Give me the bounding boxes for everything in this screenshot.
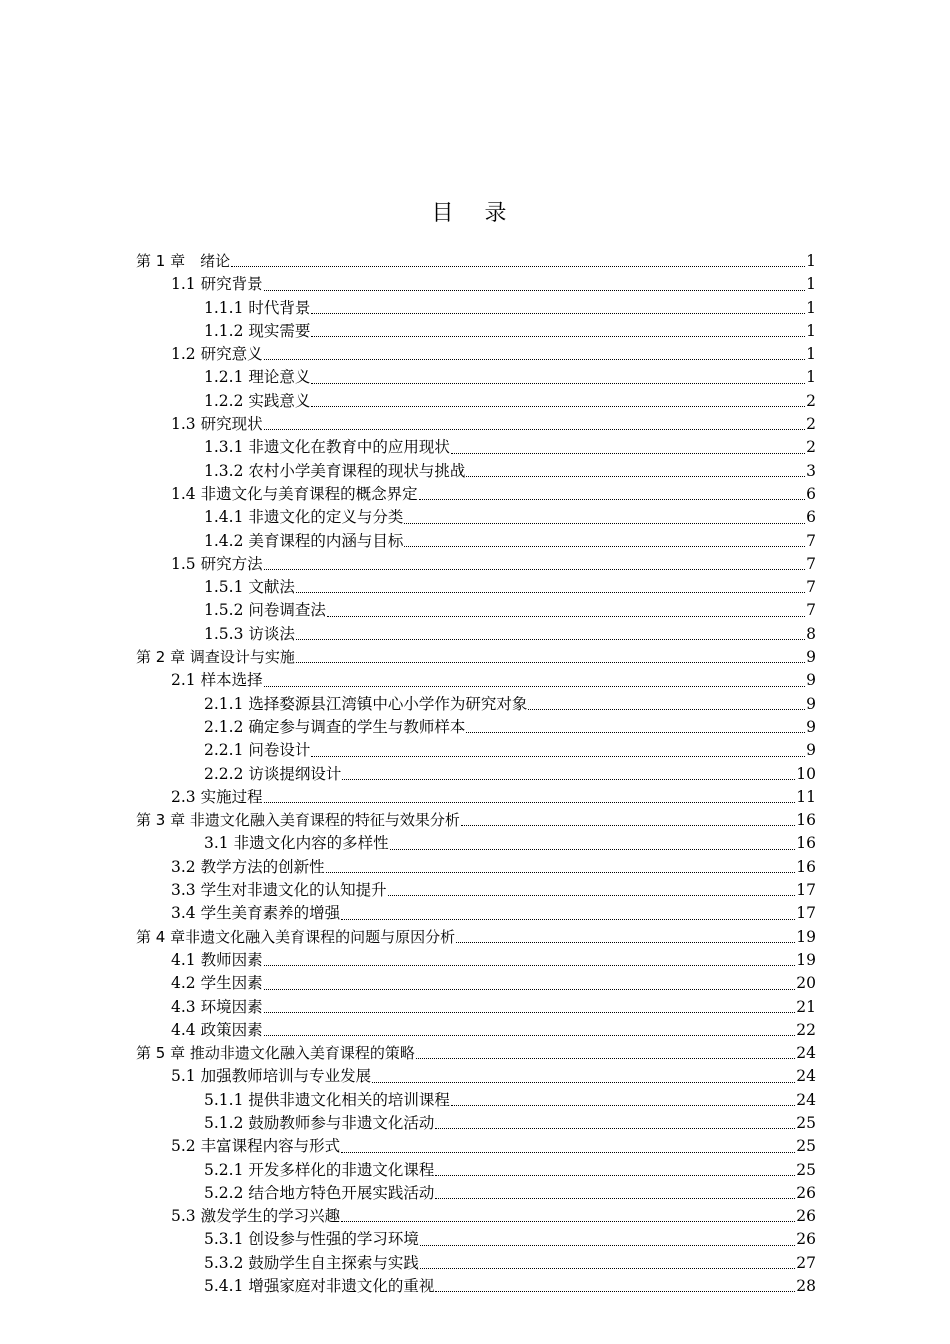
toc-page-number: 24 <box>796 1090 816 1109</box>
toc-page-number: 19 <box>796 927 816 946</box>
toc-entry-text: 4.1 教师因素 <box>171 950 263 969</box>
toc-subsection-entry[interactable] <box>136 1159 816 1182</box>
toc-page-number: 22 <box>796 1020 816 1039</box>
toc-section-entry[interactable] <box>136 996 816 1019</box>
toc-leader-dots <box>466 732 805 733</box>
toc-section-entry[interactable] <box>136 1019 816 1042</box>
toc-entry-text: 2.2.2 访谈提纲设计 <box>204 764 342 783</box>
toc-leader-dots <box>296 592 805 593</box>
toc-subsection-entry[interactable] <box>136 1089 816 1112</box>
toc-leader-dots <box>461 825 795 826</box>
toc-entry-text: 1.1.2 现实需要 <box>204 321 311 340</box>
toc-section-entry[interactable] <box>136 483 816 506</box>
toc-leader-dots <box>264 802 796 803</box>
toc-entry-text: 第 3 章 非遗文化融入美育课程的特征与效果分析 <box>136 811 460 830</box>
toc-page-number: 25 <box>796 1137 816 1156</box>
toc-subsection-entry[interactable] <box>136 739 816 762</box>
toc-page-number: 1 <box>806 252 816 270</box>
toc-leader-dots <box>451 1105 795 1106</box>
toc-entry-text: 5.3 激发学生的学习兴趣 <box>171 1207 341 1226</box>
toc-chapter-entry[interactable] <box>136 250 816 273</box>
toc-section-entry[interactable] <box>136 1205 816 1228</box>
toc-leader-dots <box>264 569 806 570</box>
toc-page-number: 16 <box>796 811 816 830</box>
toc-leader-dots <box>264 965 796 966</box>
toc-chapter-entry[interactable] <box>136 809 816 832</box>
toc-section-entry[interactable] <box>136 972 816 995</box>
toc-section-entry[interactable] <box>136 856 816 879</box>
toc-leader-dots <box>416 1058 795 1059</box>
toc-entry-text: 1.1 研究背景 <box>171 275 263 294</box>
toc-entry-text: 1.3.1 非遗文化在教育中的应用现状 <box>204 438 450 457</box>
toc-leader-dots <box>296 662 805 663</box>
toc-entry-text: 1.1.1 时代背景 <box>204 298 311 317</box>
toc-page-number: 24 <box>796 1067 816 1086</box>
toc-page-number: 6 <box>806 508 816 527</box>
toc-subsection-entry[interactable] <box>136 1228 816 1251</box>
toc-leader-dots <box>451 453 805 454</box>
toc-page-number: 9 <box>806 717 816 736</box>
toc-leader-dots <box>404 523 805 524</box>
toc-subsection-entry[interactable] <box>136 506 816 529</box>
toc-page-number: 9 <box>806 694 816 713</box>
toc-leader-dots <box>390 849 796 850</box>
toc-page-number: 1 <box>806 298 816 317</box>
toc-page-number: 17 <box>796 881 816 900</box>
toc-page-number: 26 <box>796 1207 816 1226</box>
toc-entry-text: 1.4.2 美育课程的内涵与目标 <box>204 531 404 550</box>
toc-entry-text: 3.4 学生美育素养的增强 <box>171 904 341 923</box>
toc-entry-text: 5.2.1 开发多样化的非遗文化课程 <box>204 1160 435 1179</box>
toc-title: 目 录 <box>431 201 519 226</box>
toc-entry-text: 5.3.2 鼓励学生自主探索与实践 <box>204 1253 419 1272</box>
toc-entry-text: 5.1 加强教师培训与专业发展 <box>171 1067 372 1086</box>
toc-leader-dots <box>420 1268 795 1269</box>
toc-entry-text: 第 5 章 推动非遗文化融入美育课程的策略 <box>136 1044 415 1063</box>
toc-subsection-entry[interactable] <box>136 297 816 320</box>
toc-subsection-entry[interactable] <box>136 576 816 599</box>
toc-leader-dots <box>404 546 805 547</box>
toc-page-number: 16 <box>796 834 816 853</box>
toc-leader-dots <box>342 779 795 780</box>
toc-subsection-entry[interactable] <box>136 530 816 553</box>
toc-leader-dots <box>231 266 805 267</box>
toc-entry-text: 5.1.1 提供非遗文化相关的培训课程 <box>204 1090 450 1109</box>
toc-subsection-entry[interactable] <box>136 599 816 622</box>
toc-entry-text: 2.1.2 确定参与调查的学生与教师样本 <box>204 717 466 736</box>
toc-subsection-entry[interactable] <box>136 436 816 459</box>
toc-page-number: 2 <box>806 438 816 457</box>
toc-section-entry[interactable] <box>136 786 816 809</box>
toc-subsection-entry[interactable] <box>136 1112 816 1135</box>
toc-page-number: 16 <box>796 857 816 876</box>
toc-leader-dots <box>341 1221 795 1222</box>
toc-entry-text: 1.5 研究方法 <box>171 554 263 573</box>
toc-subsection-entry[interactable] <box>136 763 816 786</box>
toc-entry-text: 1.3 研究现状 <box>171 415 263 434</box>
toc-entry-text: 3.3 学生对非遗文化的认知提升 <box>171 881 387 900</box>
toc-subsection-entry[interactable] <box>136 390 816 413</box>
toc-entry-text: 1.5.2 问卷调查法 <box>204 601 326 620</box>
toc-entry-text: 4.3 环境因素 <box>171 997 263 1016</box>
toc-subsection-entry[interactable] <box>136 623 816 646</box>
toc-leader-dots <box>456 942 795 943</box>
toc-leader-dots <box>264 429 806 430</box>
toc-entry-text: 1.5.1 文献法 <box>204 578 295 597</box>
toc-entry-text: 4.2 学生因素 <box>171 974 263 993</box>
toc-entry-text: 1.2.1 理论意义 <box>204 368 311 387</box>
toc-page-number: 1 <box>806 368 816 387</box>
toc-leader-dots <box>311 406 805 407</box>
toc-page-number: 28 <box>796 1277 816 1296</box>
toc-section-entry[interactable] <box>136 1065 816 1088</box>
toc-page-number: 9 <box>806 741 816 760</box>
toc-section-entry[interactable] <box>136 949 816 972</box>
toc-leader-dots <box>264 290 806 291</box>
toc-entry-text: 1.3.2 农村小学美育课程的现状与挑战 <box>204 461 466 480</box>
toc-section-entry[interactable] <box>136 553 816 576</box>
toc-page-number: 25 <box>796 1113 816 1132</box>
toc-page-number: 27 <box>796 1253 816 1272</box>
toc-leader-dots <box>264 989 796 990</box>
toc-entry-text: 5.2 丰富课程内容与形式 <box>171 1137 341 1156</box>
toc-page-number: 26 <box>796 1230 816 1249</box>
toc-section-entry[interactable] <box>136 879 816 902</box>
toc-subsection-entry[interactable] <box>136 320 816 343</box>
toc-entry-text: 4.4 政策因素 <box>171 1020 263 1039</box>
toc-leader-dots <box>264 686 806 687</box>
toc-page-number: 11 <box>796 787 816 806</box>
toc-subsection-entry[interactable] <box>136 832 816 855</box>
toc-entry-text: 2.1.1 选择婺源县江湾镇中心小学作为研究对象 <box>204 694 528 713</box>
toc-leader-dots <box>435 1291 795 1292</box>
toc-leader-dots <box>388 895 796 896</box>
toc-leader-dots <box>435 1198 795 1199</box>
toc-page-number: 8 <box>806 624 816 643</box>
toc-chapter-entry[interactable] <box>136 646 816 669</box>
toc-leader-dots <box>264 1035 796 1036</box>
toc-entry-text: 1.4.1 非遗文化的定义与分类 <box>204 508 404 527</box>
toc-page-number: 9 <box>806 671 816 690</box>
toc-subsection-entry[interactable] <box>136 366 816 389</box>
table-of-contents <box>136 250 816 1298</box>
toc-section-entry[interactable] <box>136 343 816 366</box>
toc-entry-text: 5.1.2 鼓励教师参与非遗文化活动 <box>204 1113 435 1132</box>
toc-leader-dots <box>341 919 795 920</box>
toc-page-number: 1 <box>806 275 816 294</box>
toc-entry-text: 1.2.2 实践意义 <box>204 391 311 410</box>
toc-leader-dots <box>264 359 806 360</box>
toc-leader-dots <box>264 1012 796 1013</box>
toc-entry-text: 1.5.3 访谈法 <box>204 624 295 643</box>
toc-entry-text: 第 1 章 绪论 <box>136 252 231 270</box>
toc-page-number: 10 <box>796 764 816 783</box>
toc-page-number: 21 <box>796 997 816 1016</box>
toc-entry-text: 第 2 章 调查设计与实施 <box>136 648 295 667</box>
toc-leader-dots <box>341 1152 795 1153</box>
toc-leader-dots <box>327 616 805 617</box>
toc-leader-dots <box>296 639 805 640</box>
toc-subsection-entry[interactable] <box>136 716 816 739</box>
toc-leader-dots <box>311 313 805 314</box>
toc-section-entry[interactable] <box>136 413 816 436</box>
toc-page-number: 1 <box>806 321 816 340</box>
toc-leader-dots <box>435 1128 795 1129</box>
toc-entry-text: 3.1 非遗文化内容的多样性 <box>204 834 389 853</box>
toc-entry-text: 1.2 研究意义 <box>171 345 263 364</box>
toc-leader-dots <box>466 476 805 477</box>
toc-leader-dots <box>372 1082 795 1083</box>
toc-subsection-entry[interactable] <box>136 693 816 716</box>
toc-page-number: 9 <box>806 648 816 667</box>
toc-page-number: 26 <box>796 1183 816 1202</box>
toc-section-entry[interactable] <box>136 669 816 692</box>
toc-page-number: 25 <box>796 1160 816 1179</box>
toc-subsection-entry[interactable] <box>136 460 816 483</box>
toc-page-number: 19 <box>796 950 816 969</box>
toc-chapter-entry[interactable] <box>136 1042 816 1065</box>
toc-subsection-entry[interactable] <box>136 1182 816 1205</box>
toc-page-number: 1 <box>806 345 816 364</box>
toc-chapter-entry[interactable] <box>136 926 816 949</box>
toc-leader-dots <box>326 872 796 873</box>
toc-section-entry[interactable] <box>136 1135 816 1158</box>
toc-leader-dots <box>311 336 805 337</box>
toc-page-number: 3 <box>806 461 816 480</box>
toc-entry-text: 第 4 章非遗文化融入美育课程的问题与原因分析 <box>136 927 456 946</box>
toc-page-number: 7 <box>806 554 816 573</box>
toc-leader-dots <box>420 1245 795 1246</box>
toc-page-number: 7 <box>806 601 816 620</box>
toc-section-entry[interactable] <box>136 273 816 296</box>
toc-page-number: 7 <box>806 531 816 550</box>
toc-page-number: 17 <box>796 904 816 923</box>
toc-leader-dots <box>528 709 805 710</box>
toc-entry-text: 5.3.1 创设参与性强的学习环境 <box>204 1230 419 1249</box>
toc-leader-dots <box>311 383 805 384</box>
toc-entry-text: 5.4.1 增强家庭对非遗文化的重视 <box>204 1277 435 1296</box>
toc-entry-text: 2.2.1 问卷设计 <box>204 741 311 760</box>
toc-entry-text: 2.1 样本选择 <box>171 671 263 690</box>
toc-entry-text: 1.4 非遗文化与美育课程的概念界定 <box>171 484 418 503</box>
toc-page-number: 20 <box>796 974 816 993</box>
toc-subsection-entry[interactable] <box>136 1275 816 1298</box>
toc-entry-text: 3.2 教学方法的创新性 <box>171 857 325 876</box>
toc-entry-text: 2.3 实施过程 <box>171 787 263 806</box>
toc-page-number: 6 <box>806 484 816 503</box>
toc-page-number: 7 <box>806 578 816 597</box>
toc-leader-dots <box>311 756 805 757</box>
toc-subsection-entry[interactable] <box>136 1252 816 1275</box>
toc-page-number: 2 <box>806 415 816 434</box>
toc-section-entry[interactable] <box>136 902 816 925</box>
toc-page-number: 2 <box>806 391 816 410</box>
toc-entry-text: 5.2.2 结合地方特色开展实践活动 <box>204 1183 435 1202</box>
toc-leader-dots <box>435 1175 795 1176</box>
toc-page-number: 24 <box>796 1044 816 1063</box>
toc-leader-dots <box>419 499 806 500</box>
